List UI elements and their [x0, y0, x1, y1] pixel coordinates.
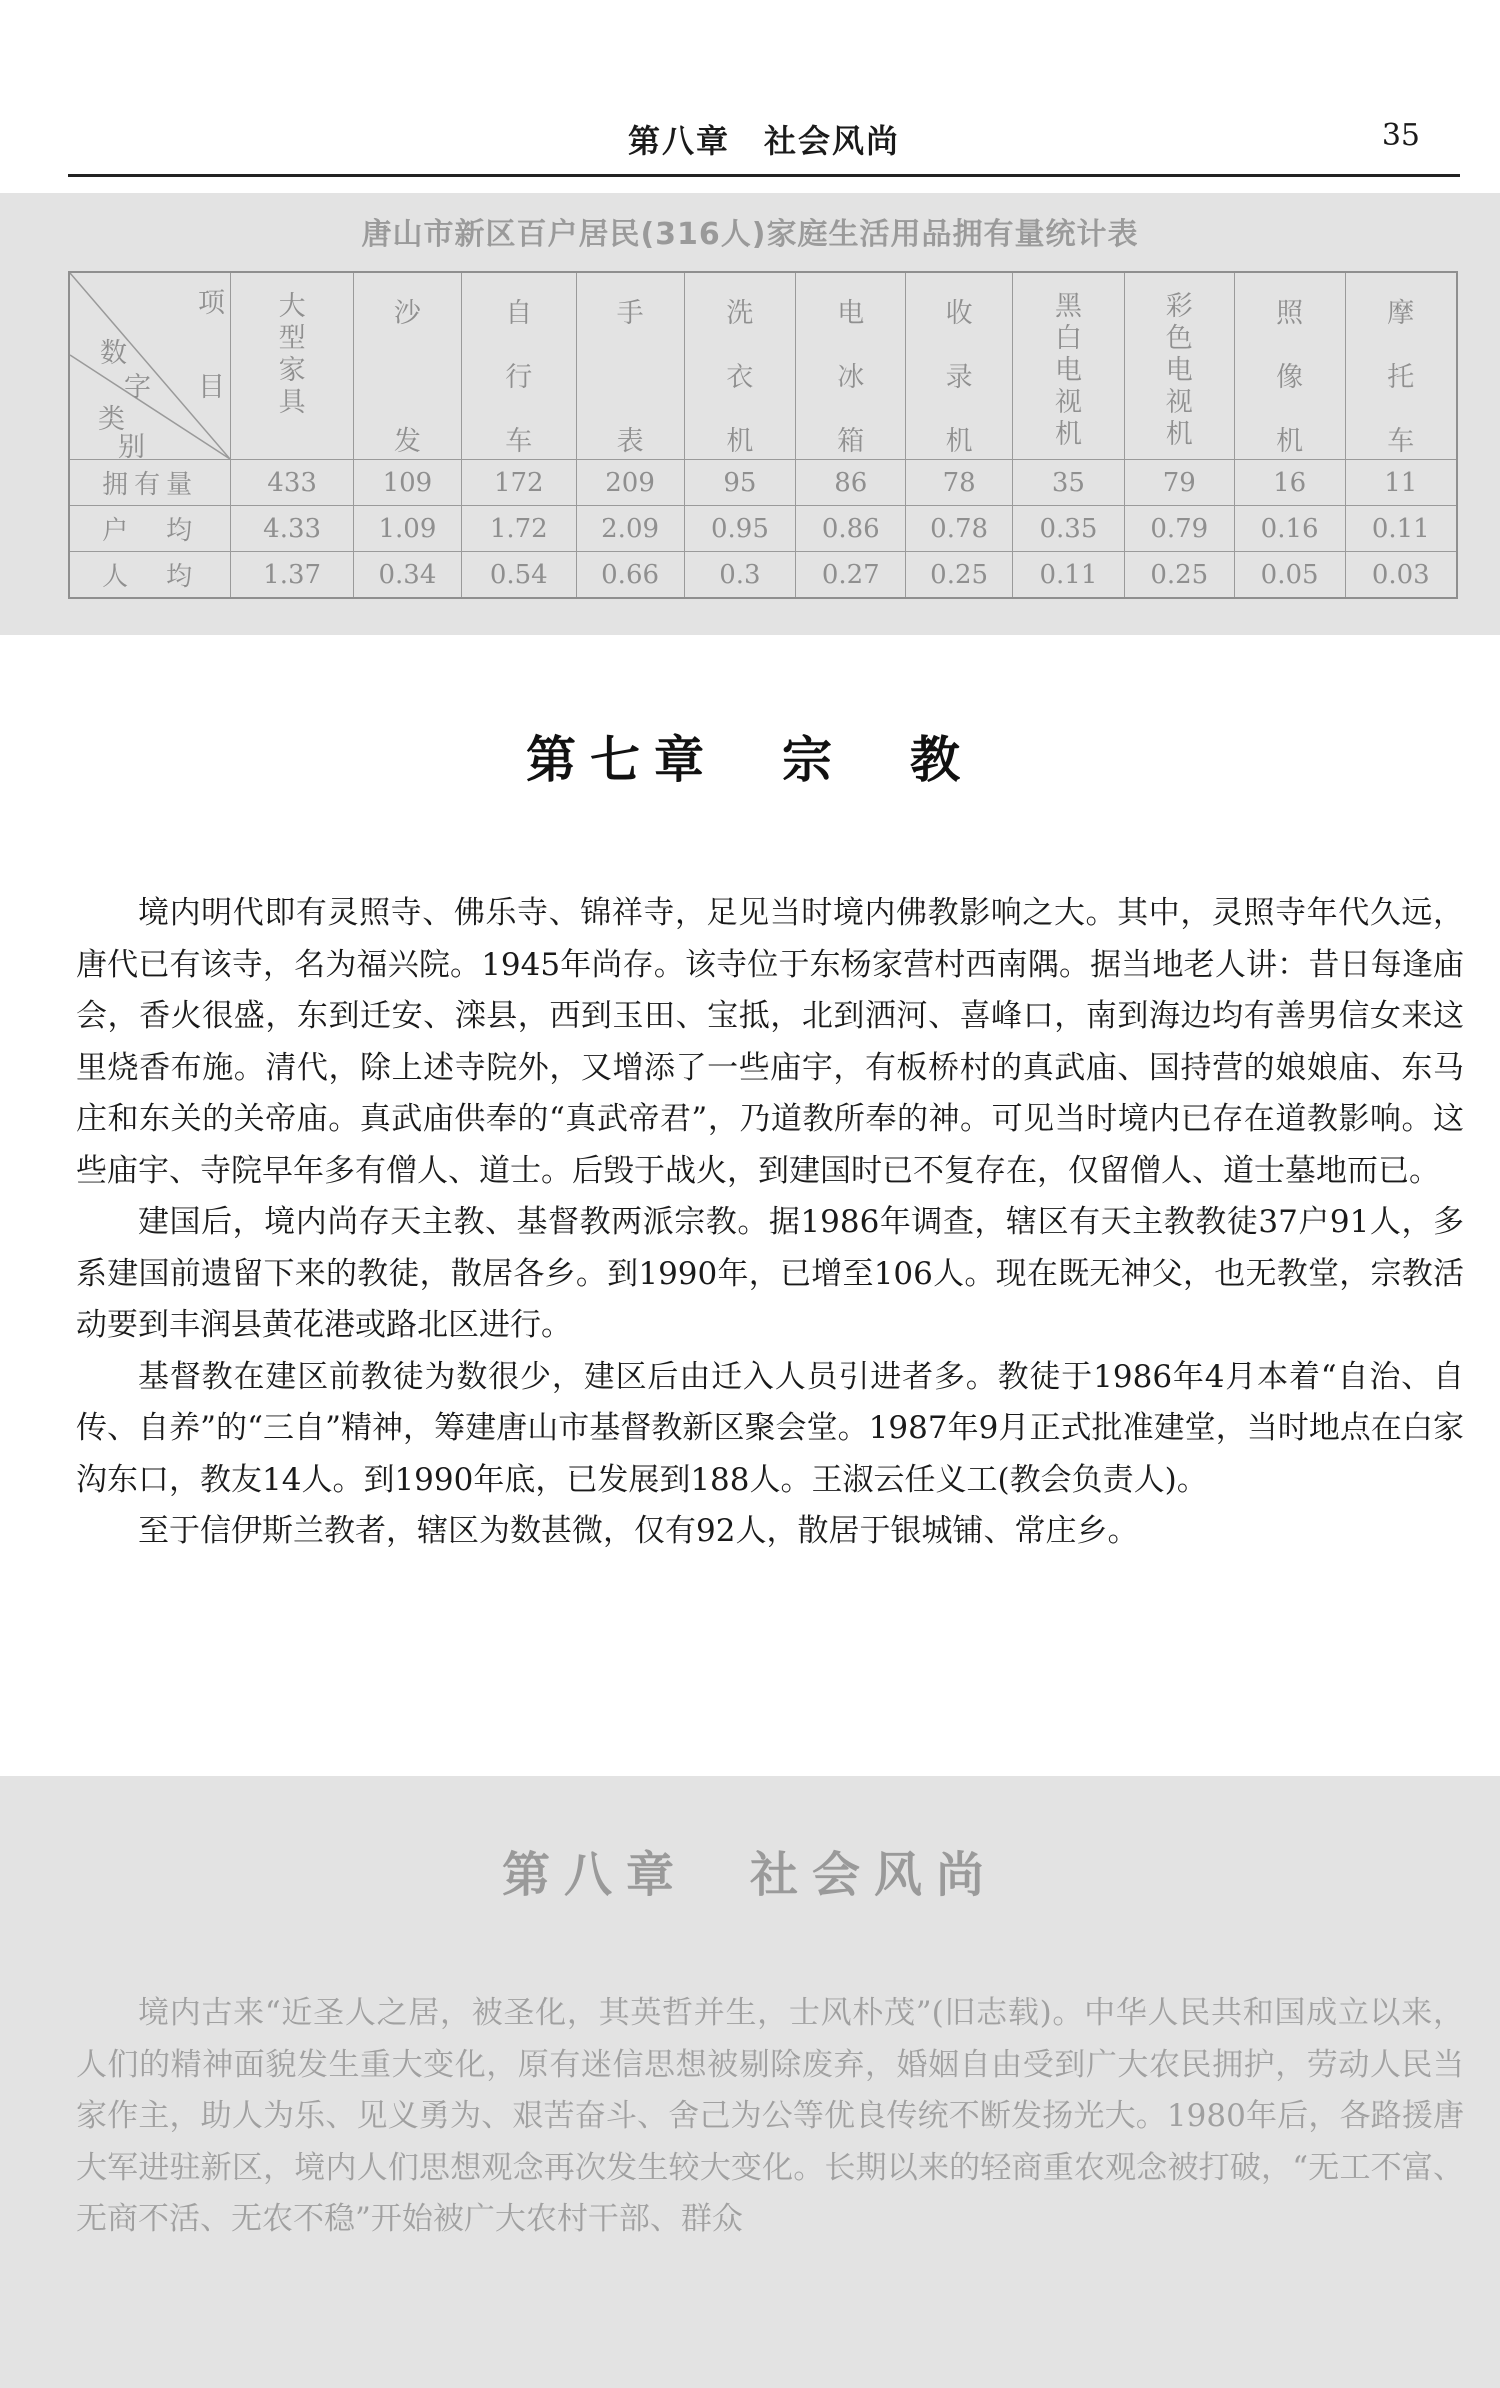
- column-header-char: 电: [1054, 355, 1082, 386]
- column-header: [1345, 272, 1457, 460]
- column-header-char: 电: [1165, 355, 1193, 386]
- table-cell: 95: [684, 460, 796, 506]
- household-goods-table: [68, 271, 1458, 599]
- paragraph: 至于信伊斯兰教者，辖区为数甚微，仅有92人，散居于银城铺、常庄乡。: [138, 1513, 1139, 1549]
- table-cell: 0.35: [1013, 506, 1125, 552]
- column-header: [1013, 272, 1125, 460]
- column-header-char: 手: [616, 298, 644, 329]
- column-header-char: 表: [616, 426, 644, 457]
- table-cell: 109: [354, 460, 462, 506]
- paragraph: 基督教在建区前教徒为数很少，建区后由迁入人员引进者多。教徒于1986年4月本着“自治、自传、自养”的“三自”精神，筹建唐山市基督教新区聚会堂。1987年9月正式批准建堂，当时地点在白家沟东口，教友14人。到1990年底，已发展到188人。王淑云任义工(教会负责人)。: [76, 1358, 1464, 1498]
- table-cell: 433: [231, 460, 354, 506]
- table-row: [69, 460, 1457, 506]
- column-header-char: 机: [945, 426, 973, 457]
- table-cell: 4.33: [231, 506, 354, 552]
- column-header-char: 摩: [1387, 298, 1415, 329]
- table-body: [69, 460, 1457, 599]
- next-chapter-body: [76, 1988, 1464, 2246]
- column-header-char: 箱: [837, 426, 865, 457]
- table-cell: 0.66: [576, 552, 684, 599]
- table-cell: 0.03: [1345, 552, 1457, 599]
- corner-label-mu: 目: [198, 372, 225, 403]
- column-header-char: 电: [837, 298, 865, 329]
- column-header: [231, 272, 354, 460]
- table-cell: 0.78: [906, 506, 1013, 552]
- table-cell: 0.34: [354, 552, 462, 599]
- paragraph: 境内古来“近圣人之居，被圣化，其英哲并生，士风朴茂”(旧志载)。中华人民共和国成立以来，人们的精神面貌发生重大变化，原有迷信思想被剔除废弃，婚姻自由受到广大农民拥护，劳动人民当家作主，助人为乐、见义勇为、艰苦奋斗、舍己为公等优良传统不断发扬光大。1980年后，各路援唐大军进驻新区，境内人们思想观念再次发生较大变化。长期以来的轻商重农观念被打破，“无工不富、无商不活、无农不稳”开始被广大农村干部、群众: [76, 1995, 1464, 2237]
- column-header-stack: [1013, 291, 1124, 451]
- column-header-char: 收: [945, 298, 973, 329]
- column-header: [461, 272, 576, 460]
- table-cell: 172: [461, 460, 576, 506]
- paragraph: 境内明代即有灵照寺、佛乐寺、锦祥寺，足见当时境内佛教影响之大。其中，灵照寺年代久远，唐代已有该寺，名为福兴院。1945年尚存。该寺位于东杨家营村西南隅。据当地老人讲：昔日每逢庙会，香火很盛，东到迁安、滦县，西到玉田、宝抵，北到洒河、喜峰口，南到海边均有善男信女来这里烧香布施。清代，除上述寺院外，又增添了一些庙宇，有板桥村的真武庙、国持营的娘娘庙、东马庄和东关的关帝庙。真武庙供奉的“真武帝君”，乃道教所奉的神。可见当时境内已存在道教影响。这些庙宇、寺院早年多有僧人、道士。后毁于战火，到建国时已不复存在，仅留僧人、道士墓地而已。: [76, 895, 1464, 1189]
- column-header: [354, 272, 462, 460]
- table-title: 唐山市新区百户居民(316人)家庭生活用品拥有量统计表: [361, 217, 1139, 252]
- column-header-char: 冰: [837, 362, 865, 393]
- faded-table-section: [0, 193, 1500, 635]
- table-cell: 0.11: [1345, 506, 1457, 552]
- column-header-char: 黑: [1054, 291, 1082, 322]
- table-cell: 0.79: [1124, 506, 1234, 552]
- page-number: 35: [1381, 118, 1420, 153]
- column-header-char: 具: [278, 387, 306, 418]
- column-header-char: 型: [278, 323, 306, 354]
- column-header-char: 像: [1276, 362, 1304, 393]
- column-header-stack: [231, 291, 353, 419]
- corner-label-xiang: 项: [198, 288, 225, 319]
- table-cell: 1.09: [354, 506, 462, 552]
- page-header: [68, 108, 1460, 177]
- table-cell: 0.11: [1013, 552, 1125, 599]
- table-cell: 0.16: [1234, 506, 1345, 552]
- table-corner-cell: [69, 272, 231, 460]
- table-cell: 0.86: [796, 506, 906, 552]
- column-header: [796, 272, 906, 460]
- table-header-row: [69, 272, 1457, 460]
- column-header-char: 白: [1054, 323, 1082, 354]
- column-header: [1124, 272, 1234, 460]
- table-cell: 0.3: [684, 552, 796, 599]
- row-label: 户 均: [69, 506, 231, 552]
- table-row: [69, 506, 1457, 552]
- column-header-char: 衣: [726, 362, 754, 393]
- column-header-char: 录: [945, 362, 973, 393]
- table-cell: 0.25: [1124, 552, 1234, 599]
- column-header: [1234, 272, 1345, 460]
- row-label: 拥有量: [69, 460, 231, 506]
- corner-label-zi: 字: [124, 372, 151, 403]
- corner-label-bie: 别: [118, 432, 145, 460]
- column-header-char: 机: [1165, 419, 1193, 450]
- column-header: [906, 272, 1013, 460]
- table-row: [69, 552, 1457, 599]
- column-header-char: 沙: [393, 298, 421, 329]
- column-header-stack: [1125, 291, 1234, 451]
- column-header-char: 自: [505, 298, 533, 329]
- next-chapter-title: 第八章 社会风尚: [501, 1847, 998, 1903]
- column-header-char: 机: [1276, 426, 1304, 457]
- column-header-char: 行: [505, 362, 533, 393]
- table-cell: 209: [576, 460, 684, 506]
- column-header-char: 视: [1165, 387, 1193, 418]
- column-header-char: 色: [1165, 323, 1193, 354]
- chapter-body: [76, 888, 1464, 1558]
- paragraph: 建国后，境内尚存天主教、基督教两派宗教。据1986年调查，辖区有天主教教徒37户91人，多系建国前遗留下来的教徒，散居各乡。到1990年，已增至106人。现在既无神父，也无教堂，宗教活动要到丰润县黄花港或路北区进行。: [76, 1204, 1464, 1343]
- table-cell: 0.27: [796, 552, 906, 599]
- column-header-char: 车: [505, 426, 533, 457]
- column-header-char: 照: [1276, 298, 1304, 329]
- table-cell: 2.09: [576, 506, 684, 552]
- table-cell: 0.25: [906, 552, 1013, 599]
- table-cell: 11: [1345, 460, 1457, 506]
- column-header: [576, 272, 684, 460]
- table-cell: 1.37: [231, 552, 354, 599]
- column-header-char: 彩: [1165, 291, 1193, 322]
- column-header-char: 视: [1054, 387, 1082, 418]
- table-cell: 16: [1234, 460, 1345, 506]
- column-header-char: 发: [393, 426, 421, 457]
- column-header-char: 车: [1387, 426, 1415, 457]
- column-header-char: 托: [1387, 362, 1415, 393]
- column-header-char: 机: [726, 426, 754, 457]
- column-header: [684, 272, 796, 460]
- column-header-char: 机: [1054, 419, 1082, 450]
- table-cell: 1.72: [461, 506, 576, 552]
- column-header-char: 洗: [726, 298, 754, 329]
- running-title: 第八章 社会风尚: [627, 122, 900, 160]
- row-label: 人 均: [69, 552, 231, 599]
- chapter-title: 第七章 宗 教: [526, 731, 974, 789]
- column-header-char: 大: [278, 291, 306, 322]
- corner-label-shu: 数: [100, 338, 127, 369]
- table-cell: 86: [796, 460, 906, 506]
- table-cell: 78: [906, 460, 1013, 506]
- table-cell: 0.54: [461, 552, 576, 599]
- table-cell: 35: [1013, 460, 1125, 506]
- table-cell: 0.05: [1234, 552, 1345, 599]
- table-cell: 0.95: [684, 506, 796, 552]
- corner-label-lei: 类: [98, 404, 125, 435]
- column-header-char: 家: [278, 355, 306, 386]
- table-cell: 79: [1124, 460, 1234, 506]
